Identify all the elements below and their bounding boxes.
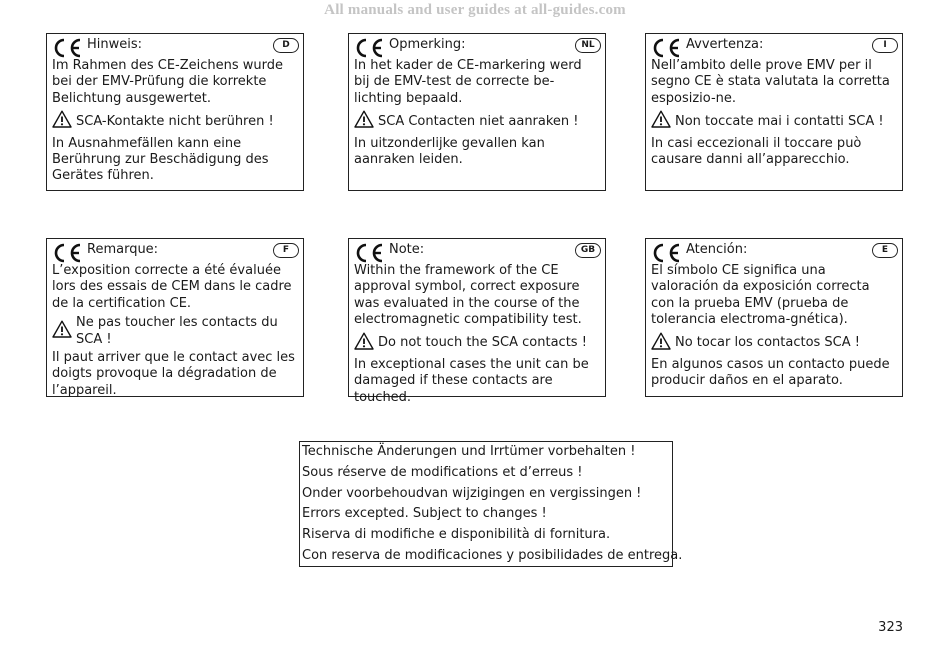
warning-triangle-icon [52,320,76,343]
warning-text: No tocar los contactos SCA ! [675,335,860,351]
notice-box-it [645,33,903,191]
notice-box-nl [348,33,606,191]
warning-text: Do not touch the SCA contacts ! [378,335,587,351]
ce-mark-icon [650,242,682,264]
notice-text: Nell’ambito delle prove EMV per il segno CE è stata valutata la corretta esposizio-ne. [651,58,890,106]
warning-line [354,110,600,133]
language-badge: NL [575,38,601,53]
warning-line [651,332,897,355]
warning-triangle-icon [52,110,76,133]
reservation-line: Sous réserve de modifications et d’erreus ! [302,464,583,480]
warning-line [354,332,600,355]
reservation-line: Errors excepted. Subject to changes ! [302,506,547,522]
notice-text: El símbolo CE significa una valoración da exposición correcta con la prueba EMV (prueba de tolerancia electroma-gnética). [651,263,870,328]
notice-title: Hinweis: [87,37,143,52]
warning-text: Ne pas toucher les contacts du SCA ! [76,315,278,347]
warning-triangle-icon [651,110,675,133]
notice-body [47,58,303,185]
notice-title: Note: [389,242,425,257]
warning-triangle-icon [651,332,675,355]
language-badge: I [872,38,898,53]
notice-header [349,34,605,58]
notice-title: Avvertenza: [686,37,764,52]
notice-box-fr [46,238,304,397]
reservation-line: Con reserva de modificaciones y posibilidades de entrega. [302,547,683,563]
warning-line [52,315,298,348]
notice-text: In het kader de CE-markering werd bij de EMV-test de correcte be-lichting bepaald. [354,58,582,106]
notice-header [349,239,605,263]
reservation-line: Onder voorbehoudvan wijzigingen en vergissingen ! [302,485,642,501]
notice-text: In exceptional cases the unit can be damaged if these contacts are touched. [354,357,589,405]
page-number: 323 [878,620,903,635]
language-badge: D [273,38,299,53]
notice-body [349,58,605,168]
notice-header [646,34,902,58]
notice-body [349,263,605,406]
notice-text: In uitzonderlijke gevallen kan aanraken leiden. [354,135,545,168]
language-badge: F [273,243,299,258]
notice-text: In casi eccezionali il toccare può causare danni all’apparecchio. [651,135,862,168]
notice-header [47,239,303,263]
reservations-box [299,441,683,567]
notice-text: Within the framework of the CE approval symbol, correct exposure was evaluated in the course of the electromagnetic compatibility test. [354,263,582,328]
language-badge: E [872,243,898,258]
notice-body [646,58,902,168]
ce-mark-icon [353,37,385,59]
warning-text: SCA-Kontakte nicht berühren ! [76,113,274,129]
ce-mark-icon [51,242,83,264]
warning-triangle-icon [354,332,378,355]
warning-text: Non toccate mai i contatti SCA ! [675,113,884,129]
reservation-line: Riserva di modifiche e disponibilità di fornitura. [302,527,611,543]
reservation-line: Technische Änderungen und Irrtümer vorbehalten ! [302,444,636,459]
ce-mark-icon [51,37,83,59]
warning-line [52,110,298,133]
notice-text: Il paut arriver que le contact avec les doigts provoque la dégradation de l’appareil. [52,350,295,398]
warning-triangle-icon [354,110,378,133]
notice-text: In Ausnahmefällen kann eine Berührung zur Beschädigung des Gerätes führen. [52,135,269,184]
language-badge: GB [575,243,601,258]
notice-title: Remarque: [87,242,159,257]
notice-body [646,263,902,390]
notice-body [47,263,303,399]
warning-text: SCA Contacten niet aanraken ! [378,113,579,129]
notice-box-de [46,33,304,191]
notice-box-es [645,238,903,397]
notice-text: L’exposition correcte a été évaluée lors des essais de CEM dans le cadre de la certification CE. [52,263,292,311]
notice-title: Atención: [686,242,748,257]
notice-box-gb [348,238,606,405]
watermark: All manuals and user guides at all-guides.com [324,2,626,18]
ce-mark-icon [650,37,682,59]
notice-header [646,239,902,263]
notice-header [47,34,303,58]
ce-mark-icon [353,242,385,264]
notice-text: Im Rahmen des CE-Zeichens wurde bei der EMV-Prüfung die korrekte Belichtung ausgewertet. [52,58,284,106]
notice-text: En algunos casos un contacto puede producir daños en el aparato. [651,357,890,389]
warning-line [651,110,897,133]
notice-title: Opmerking: [389,37,466,52]
